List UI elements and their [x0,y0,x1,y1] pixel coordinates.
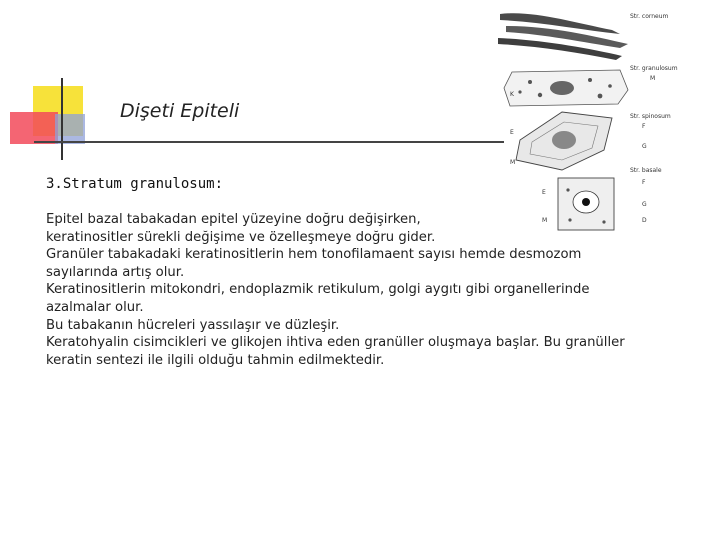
granule [538,93,542,97]
slide-subtitle: 3.Stratum granulosum: [46,176,224,192]
body-line: Keratinositlerin mitokondri, endoplazmik retikulum, golgi aygıtı gibi organellerinde [46,282,590,298]
title-underline [34,141,504,143]
body-line: Bu tabakanın hücreleri yassılaşır ve düzleşir. [46,317,340,333]
figure-label: Str. granulosum [630,65,678,72]
figure-letter: F [642,179,646,186]
decor-red-square [10,112,58,144]
granule [518,90,521,93]
figure-label: Str. corneum [630,13,669,20]
spinosum-nucleus [552,131,576,149]
figure-letter: F [642,123,646,130]
figure-letter: M [542,217,548,224]
figure-letter: K [510,91,514,98]
decor-vertical-line [61,78,63,160]
decor-blue-square [55,114,85,144]
granule [602,220,605,223]
slide-title: Dişeti Epiteli [120,100,240,122]
body-line: keratin sentezi ile ilgili olduğu tahmin edilmektedir. [46,352,385,368]
body-line: Granüler tabakadaki keratinositlerin hem tonofilamaent sayısı hemde desmozom [46,247,582,263]
basale-nucleolus [582,198,590,206]
granule [608,84,612,88]
figure-letter: G [642,201,647,208]
granulosum-nucleus [550,81,574,95]
body-line: Epitel bazal tabakadan epitel yüzeyine doğru değişirken, [46,212,421,227]
figure-letter: M [650,75,656,82]
granule [588,78,592,82]
granule [528,80,532,84]
epithelium-layers-illustration [492,0,720,240]
figure-letter: G [642,143,647,150]
figure-letter: D [642,217,647,224]
granule [566,188,569,191]
figure-label: Str. basale [630,167,662,174]
figure-letter: E [510,129,514,136]
granule [598,94,603,99]
body-line: keratinositler sürekli değişime ve özelleşmeye doğru gider. [46,229,436,245]
figure-letter: E [542,189,546,196]
body-line: azalmalar olur. [46,299,144,315]
epithelium-layers-figure [492,0,720,240]
figure-letter: M [510,159,516,166]
granule [568,218,571,221]
body-line: sayılarında artış olur. [46,264,185,280]
body-line: Keratohyalin cisimcikleri ve glikojen ihtiva eden granüller oluşmaya başlar. Bu granüller [46,335,625,351]
figure-label: Str. spinosum [630,113,671,120]
